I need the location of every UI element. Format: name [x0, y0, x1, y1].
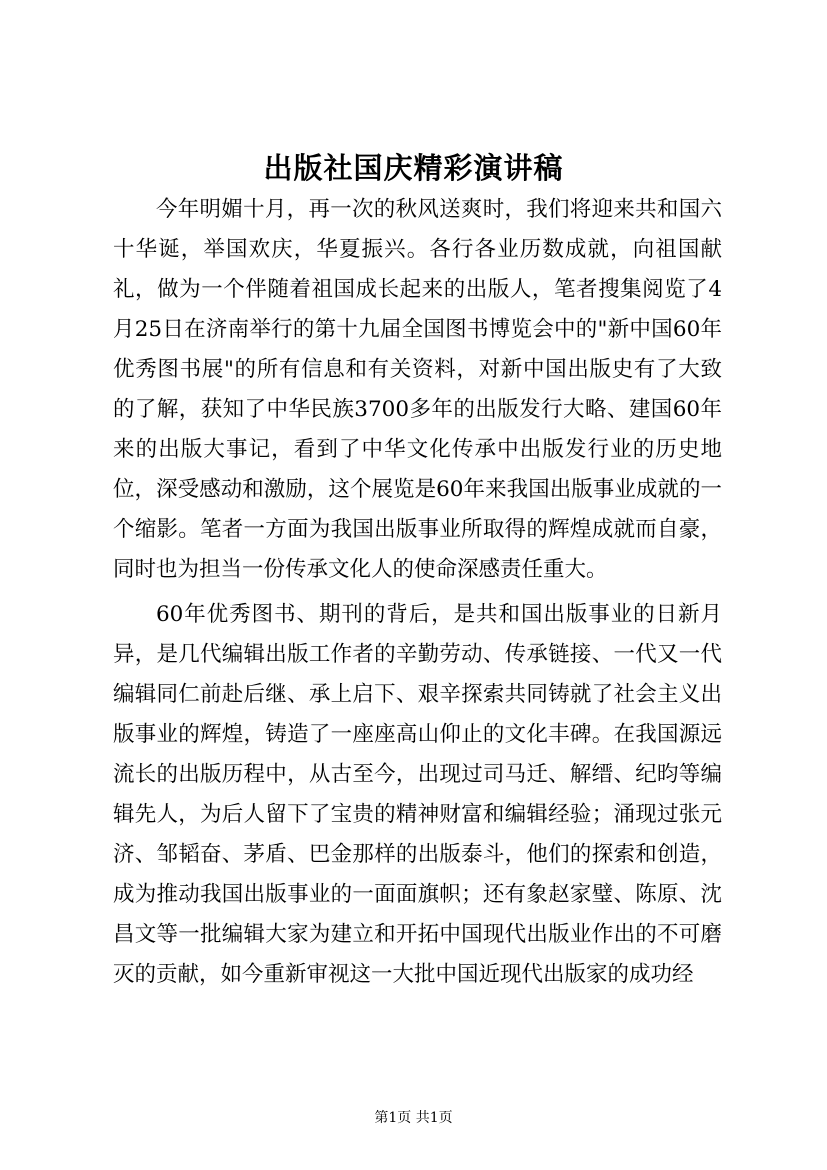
page-indicator: 第1页 共1页 [374, 1110, 453, 1126]
page-footer [0, 1108, 827, 1128]
paragraph-2: 60年优秀图书、期刊的背后，是共和国出版事业的日新月异，是几代编辑出版工作者的辛勤劳动、传承链接、一代又一代编辑同仁前赴后继、承上启下、艰辛探索共同铸就了社会主义出版事业的辉煌，铸造了一座座高山仰止的文化丰碑。在我国源远流长的出版历程中，从古至今，出现过司马迁、解缙、纪昀等编辑先人，为后人留下了宝贵的精神财富和编辑经验；涌现过张元济、邹韬奋、茅盾、巴金那样的出版泰斗，他们的探索和创造，成为推动我国出版事业的一面面旗帜；还有象赵家璧、陈原、沈昌文等一批编辑大家为建立和开拓中国现代出版业作出的不可磨灭的贡献，如今重新审视这一大批中国近现代出版家的成功经 [113, 602, 722, 987]
document-title: 出版社国庆精彩演讲稿 [263, 151, 564, 185]
document-body [113, 190, 722, 995]
paragraph-1: 今年明媚十月，再一次的秋风送爽时，我们将迎来共和国六十华诞，举国欢庆，华夏振兴。各行各业历数成就，向祖国献礼，做为一个伴随着祖国成长起来的出版人，笔者搜集阅览了4月25日在济南举行的第十九届全国图书博览会中的"新中国60年优秀图书展"的所有信息和有关资料，对新中国出版史有了大致的了解，获知了中华民族3700多年的出版发行大略、建国60年来的出版大事记，看到了中华文化传承中出版发行业的历史地位，深受感动和激励，这个展览是60年来我国出版事业成就的一个缩影。笔者一方面为我国出版事业所取得的辉煌成就而自豪，同时也为担当一份传承文化人的使命深感责任重大。 [113, 197, 722, 582]
